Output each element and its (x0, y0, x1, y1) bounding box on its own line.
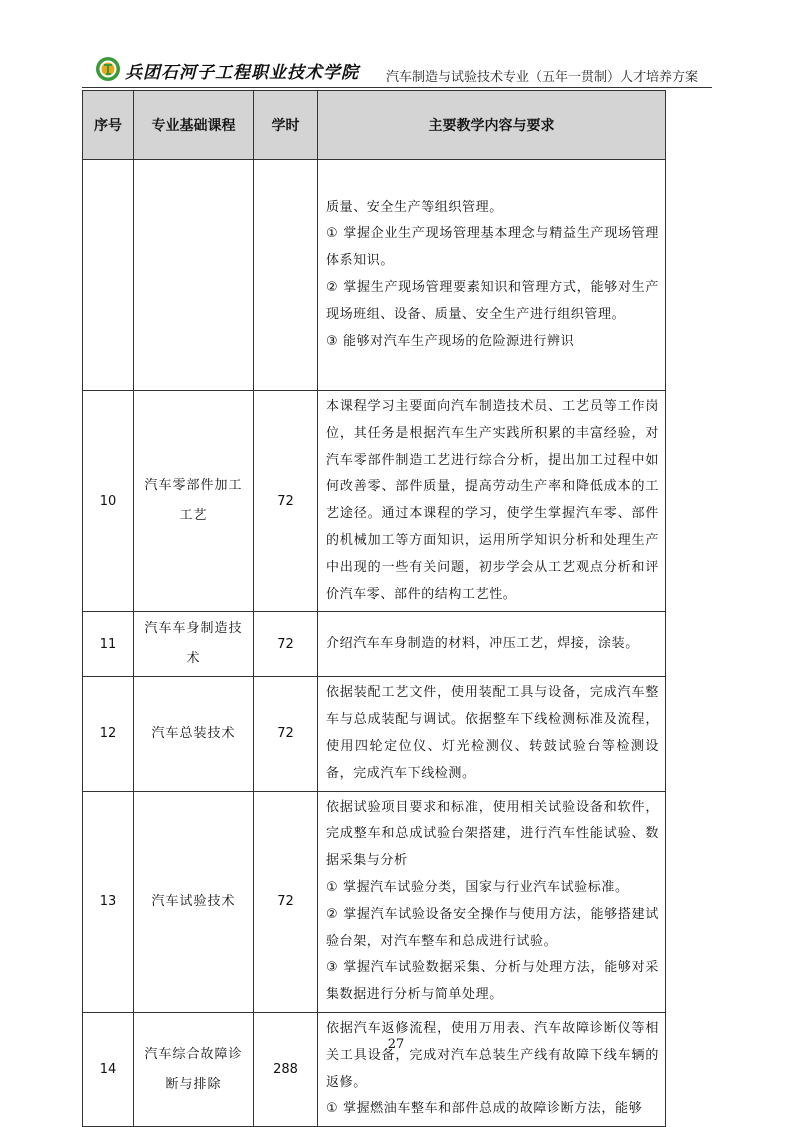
row-course: 汽车车身制造技术 (134, 612, 254, 677)
row-hours (254, 160, 318, 391)
row-no: 10 (83, 391, 134, 612)
table-header-row (83, 91, 666, 160)
college-logo-icon (95, 56, 121, 82)
school-name: 兵团石河子工程职业技术学院 (125, 63, 359, 83)
row-content (318, 1012, 666, 1126)
content-line: 依据试验项目要求和标准，使用相关试验设备和软件，完成整车和总成试验台架搭建，进行汽车性能试验、数据采集与分析 (326, 799, 659, 869)
content-line: ① 掌握汽车试验分类，国家与行业汽车试验标准。 (326, 879, 629, 895)
content-line: 质量、安全生产等组织管理。 (326, 199, 503, 215)
row-hours: 72 (254, 612, 318, 677)
page-number: 27 (387, 1037, 405, 1052)
row-hours: 72 (254, 677, 318, 791)
table-row (83, 612, 666, 677)
table-row (83, 677, 666, 791)
header-course: 专业基础课程 (134, 91, 254, 160)
document-title: 汽车制造与试验技术专业（五年一贯制）人才培养方案 (385, 70, 698, 85)
row-hours: 72 (254, 391, 318, 612)
content-line: 本课程学习主要面向汽车制造技术员、工艺员等工作岗位，其任务是根据汽车生产实践所积累的丰富经验，对汽车零部件制造工艺进行综合分析，提出加工过程中如何改善零、部件质量，提高劳动生产率和降低成本的工艺途径。通过本课程的学习，使学生掌握汽车零、部件的机械加工等方面知识，运用所学知识分析和处理生产中出现的一些有关问题，初步学会从工艺观点分析和评价汽车零、部件的结构工艺性。 (326, 399, 659, 602)
row-content (318, 612, 666, 677)
header-divider (82, 87, 712, 88)
row-course (134, 160, 254, 391)
row-course: 汽车总装技术 (134, 677, 254, 791)
content-line: ② 掌握汽车试验设备安全操作与使用方法，能够搭建试验台架，对汽车整车和总成进行试验。 (326, 906, 659, 949)
content-line: ③ 能够对汽车生产现场的危险源进行辨识 (326, 333, 575, 349)
row-content (318, 677, 666, 791)
content-line: ① 掌握燃油车整车和部件总成的故障诊断方法，能够 (326, 1101, 643, 1117)
content-line: ③ 掌握汽车试验数据采集、分析与处理方法，能够对采集数据进行分析与简单处理。 (326, 960, 659, 1003)
row-no: 11 (83, 612, 134, 677)
row-no: 12 (83, 677, 134, 791)
curriculum-table (82, 90, 666, 1127)
row-no: 14 (83, 1012, 134, 1126)
header-hours: 学时 (254, 91, 318, 160)
content-line: 介绍汽车车身制造的材料，冲压工艺，焊接，涂装。 (326, 635, 639, 651)
table-row (83, 791, 666, 1012)
content-line: ① 掌握企业生产现场管理基本理念与精益生产现场管理体系知识。 (326, 226, 659, 269)
table-row (83, 160, 666, 391)
table-row (83, 391, 666, 612)
row-course: 汽车试验技术 (134, 791, 254, 1012)
row-course: 汽车综合故障诊断与排除 (134, 1012, 254, 1126)
content-line: 依据汽车返修流程，使用万用表、汽车故障诊断仪等相关工具设备，完成对汽车总装生产线有故障下线车辆的返修。 (326, 1020, 659, 1090)
content-line: 依据装配工艺文件，使用装配工具与设备，完成汽车整车与总成装配与调试。依据整车下线检测标准及流程，使用四轮定位仪、灯光检测仪、转鼓试验台等检测设备，完成汽车下线检测。 (326, 685, 659, 781)
row-hours: 288 (254, 1012, 318, 1126)
table-row (83, 1012, 666, 1126)
row-no (83, 160, 134, 391)
row-course: 汽车零部件加工工艺 (134, 391, 254, 612)
row-hours: 72 (254, 791, 318, 1012)
row-content (318, 160, 666, 391)
content-line: ② 掌握生产现场管理要素知识和管理方式，能够对生产现场班组、设备、质量、安全生产进行组织管理。 (326, 280, 659, 322)
page-header (95, 52, 710, 86)
row-no: 13 (83, 791, 134, 1012)
header-content: 主要教学内容与要求 (318, 91, 666, 160)
header-no: 序号 (83, 91, 134, 160)
row-content (318, 791, 666, 1012)
row-content (318, 391, 666, 612)
